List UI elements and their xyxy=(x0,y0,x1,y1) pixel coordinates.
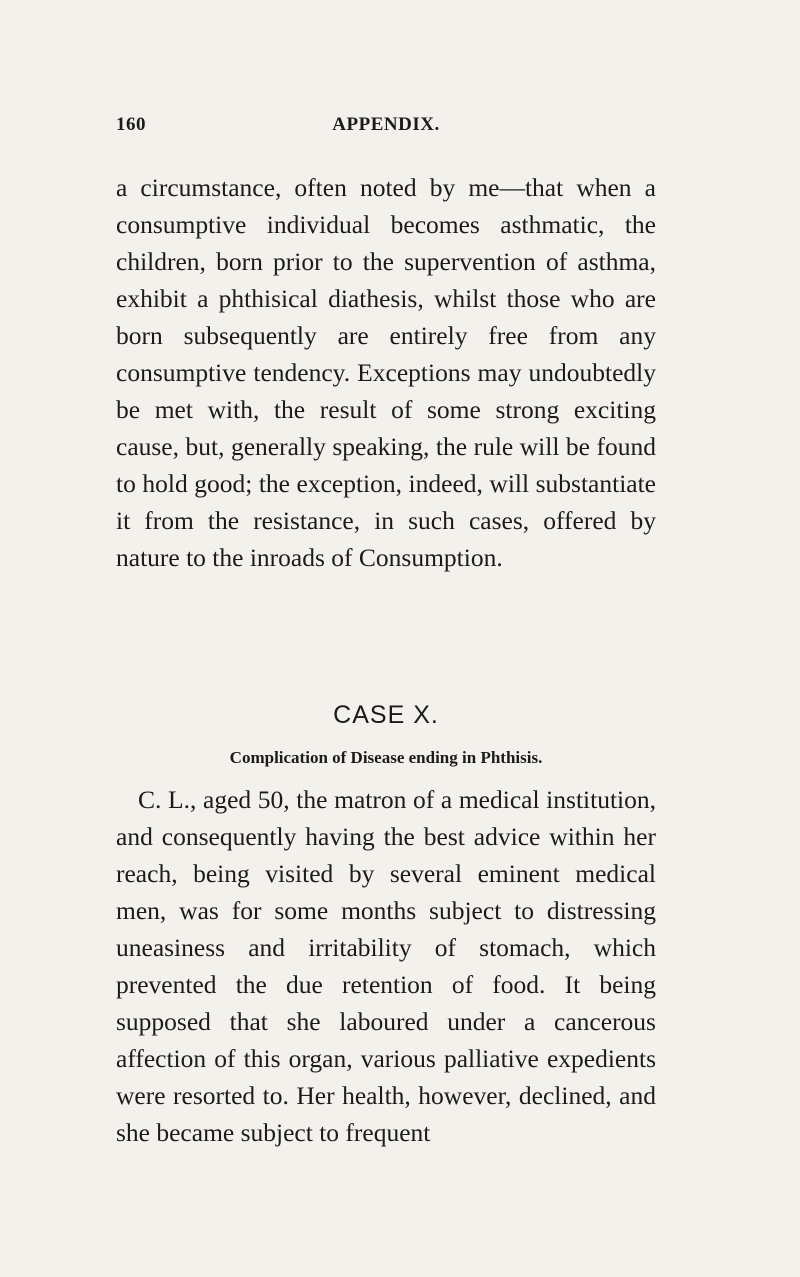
paragraph-continued: a circumstance, often noted by me—that when a consumptive individual becomes asthmatic, the children, born prior to the supervention of asthma, exhibit a phthisical diathesis, whilst those who are born subsequently are entirely free from any consumptive tendency. Exceptions may undoubtedly be met with, the result of some strong exciting cause, but, generally speaking, the rule will be found to hold good; the exception, indeed, will substantiate it from the resistance, in such cases, offered by nature to the inroads of Consumption. xyxy=(116,173,656,572)
case-paragraph: C. L., aged 50, the matron of a medical institution, and consequently having the best advice within her reach, being visited by several eminent medical men, was for some months subject to distressing uneasiness and irritability of stomach, which prevented the due retention of food. It being supposed that she laboured under a cancerous affection of this organ, various palliative expedients were resorted to. Her health, however, declined, and she became subject to frequent xyxy=(116,785,656,1147)
running-head: APPENDIX. xyxy=(332,114,440,135)
page-number: 160 xyxy=(116,114,146,135)
case-subtitle: Complication of Disease ending in Phthisis. xyxy=(229,748,543,767)
page-header xyxy=(116,114,656,138)
case-title: CASE X. xyxy=(333,701,439,729)
